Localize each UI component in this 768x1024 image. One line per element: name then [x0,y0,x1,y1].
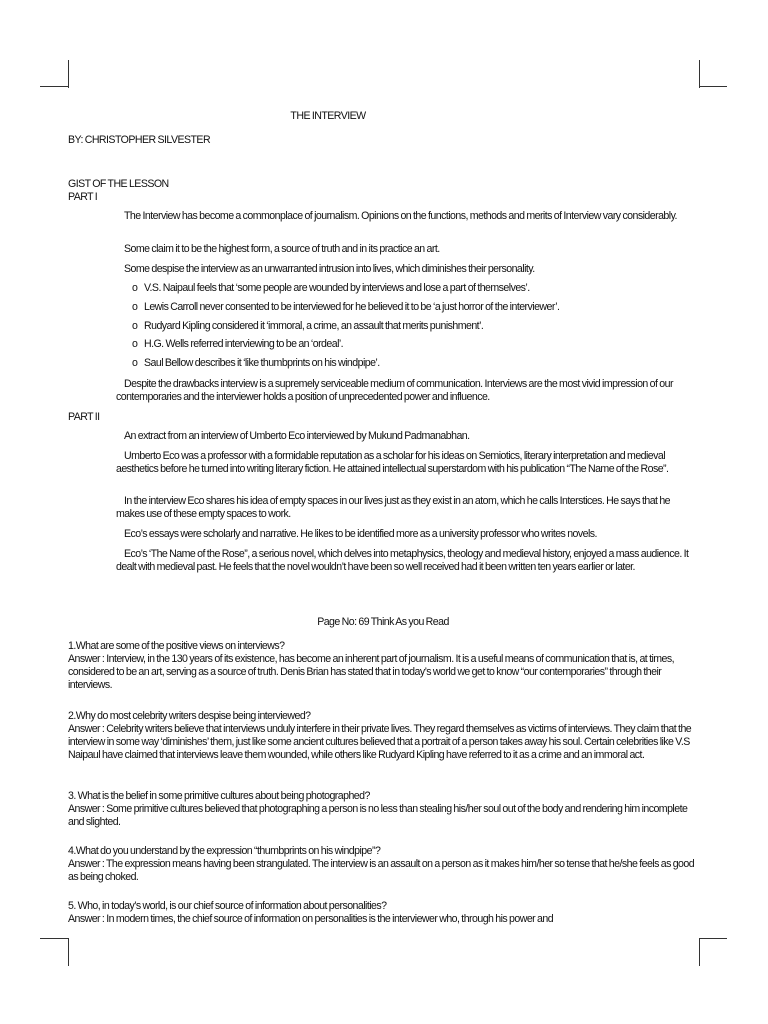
crop-mark-top-left [68,60,69,88]
answer: Answer : In modern times, the chief source of information on personalities is the interviewer who, through his power and [68,913,554,925]
question: 3. What is the belief in some primitive cultures about being photographed? [68,790,370,802]
bullet-item: o Lewis Carroll never consented to be interviewed for he believed it to be ‘a just horror of the interviewer’. [132,301,560,313]
bullet-item: o Saul Bellow describes it ‘like thumbprints on his windpipe’. [132,357,380,369]
question: 2.Why do most celebrity writers despise being interviewed? [68,710,311,722]
bullet-item: o Rudyard Kipling considered it ‘immoral, a crime, an assault that merits punishment’. [132,320,484,332]
gist-heading: GIST OF THE LESSON [68,178,169,190]
question: 4.What do you understand by the expression “thumbprints on his windpipe”? [68,845,381,857]
part2-paragraph: Eco’s essays were scholarly and narrative. He likes to be identified more as a university professor who writes novels. [124,528,597,540]
document-title: THE INTERVIEW [290,110,366,122]
qa-block [68,900,700,926]
crop-mark-bottom-left [68,938,69,966]
part2-paragraph: In the interview Eco shares his idea of empty spaces in our lives just as they exist in an atom, which he calls Interstices. He says that he makes use of these empty spaces to work. [116,495,671,520]
bullet-item: o V.S. Naipaul feels that ‘some people are wounded by interviews and lose a part of themselves’. [132,282,530,294]
question: 1.What are some of the positive views on interviews? [68,640,285,652]
qa-block [68,710,700,762]
part1-label: PART I [68,191,98,203]
crop-mark-top-left [40,86,68,87]
answer: Answer : Some primitive cultures believed that photographing a person is no less than stealing his/her soul out of the body and rendering him incomplete and slighted. [68,803,688,828]
part1-closing-paragraph: Despite the drawbacks interview is a supremely serviceable medium of communication. Interviews are the most vivid impression of our contemporaries and the interviewer holds a position of unprecedented power and influence. [116,378,673,403]
answer: Answer : Celebrity writers believe that interviews unduly interfere in their private lives. They regard themselves as victims of interviews. They claim that the interview in some way ‘diminishes’ them, just like some ancient cultures believed that a portrait of a person takes away his soul. Certain celebrities like V.S Naipaul have claimed that interviews leave them wounded, while others like Rudyard Kipling have referred to it as a crime and an immoral act. [68,723,692,761]
crop-mark-top-right [699,86,727,87]
crop-mark-top-right [699,60,700,88]
question: 5. Who, in today’s world, is our chief source of information about personalities? [68,900,387,912]
crop-mark-bottom-right [699,938,700,966]
crop-mark-bottom-left [40,938,68,939]
part1-paragraph: The Interview has become a commonplace of journalism. Opinions on the functions, methods and merits of Interview vary considerably. [124,210,677,222]
part2-label: PART II [68,411,100,423]
part2-paragraph: Umberto Eco was a professor with a formidable reputation as a scholar for his ideas on Semiotics, literary interpretation and medieval aesthetics before he turned into writing literary fiction. He attained intellectual superstardom with his publication “The Name of the Rose”. [116,450,669,475]
qa-block [68,790,700,829]
part2-paragraph: Eco’s ‘The Name of the Rose”, a serious novel, which delves into metaphysics, theology and medieval history, enjoyed a mass audience. It dealt with medieval past. He feels that the novel wouldn’t have been so well received had it been written ten years earlier or later. [116,548,689,573]
section-heading: Page No: 69 Think As you Read [317,616,449,628]
part2-paragraph: An extract from an interview of Umberto Eco interviewed by Mukund Padmanabhan. [124,430,470,442]
author-line: BY: CHRISTOPHER SILVESTER [68,134,211,146]
part1-paragraph: Some claim it to be the highest form, a source of truth and in its practice an art. [124,243,440,255]
qa-block [68,845,700,884]
answer: Answer : The expression means having been strangulated. The interview is an assault on a person as it makes him/her so tense that he/she feels as good as being choked. [68,858,695,883]
crop-mark-bottom-right [699,938,727,939]
part1-paragraph: Some despise the interview as an unwarranted intrusion into lives, which diminishes their personality. [124,263,535,275]
bullet-item: o H.G. Wells referred interviewing to be an ‘ordeal’. [132,338,344,350]
answer: Answer : Interview, in the 130 years of its existence, has become an inherent part of journalism. It is a useful means of communication that is, at times, considered to be an art, serving as a source of truth. Denis Brian has stated that in today’s world we get to know “our contemporaries” through their interviews. [68,653,675,691]
qa-block [68,640,700,692]
